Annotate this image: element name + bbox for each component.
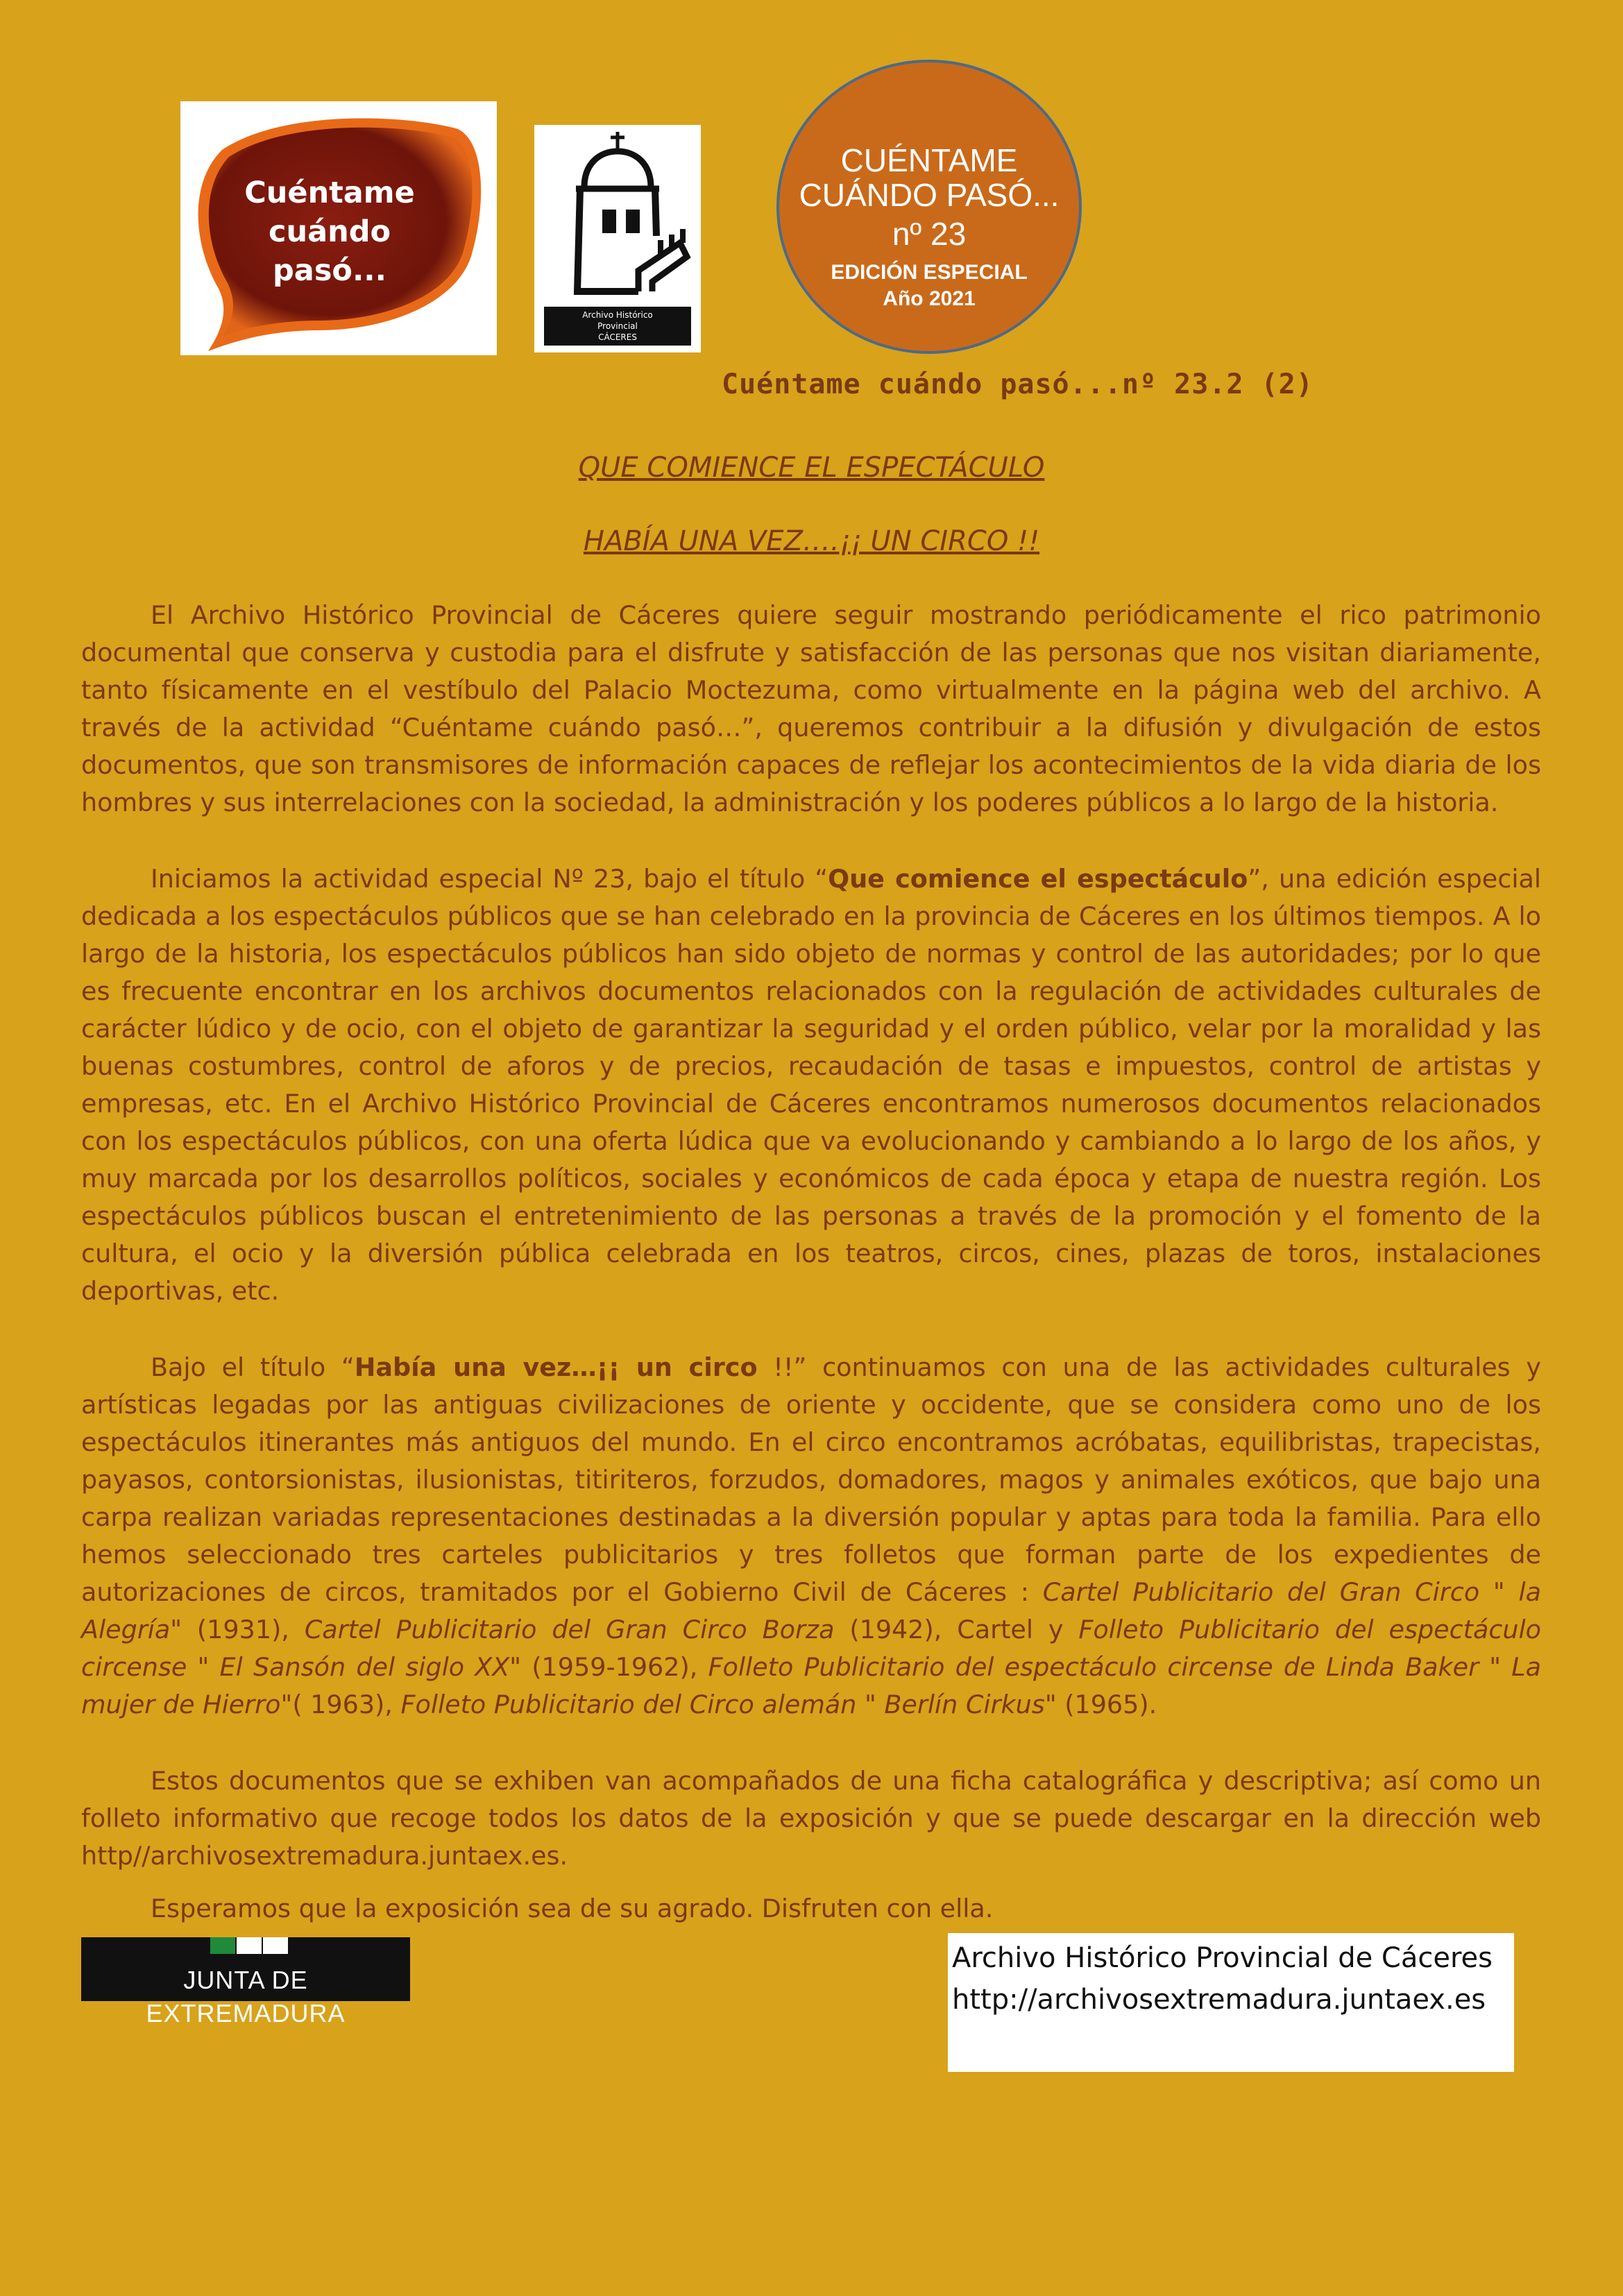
- badge-special-edition: EDICIÓN ESPECIAL: [831, 261, 1028, 284]
- paragraph-activity: [81, 860, 1541, 1310]
- p2-title: Que comience el espectáculo: [828, 864, 1248, 894]
- archive-caption-line1: Archivo Histórico: [582, 310, 653, 320]
- junta-extremadura-logo: [81, 1937, 410, 2027]
- archive-caption: [544, 307, 691, 346]
- archive-logo: [534, 125, 701, 352]
- bubble-text-line2: cuándo pasó...: [268, 214, 391, 288]
- p3-item-5: Folleto Publicitario del Circo alemán " Berlín Cirkus": [400, 1690, 1057, 1719]
- p3-text-c: !!” continuamos con una de las actividades culturales y artísticas legadas por las antiguas civilizaciones de oriente y occidente, que se considera como uno de los espectáculos itinerantes más antiguos del mundo. En el circo encontramos acróbatas, equilibristas, trapecistas, payasos, contorsionistas, ilusionistas, titiriteros, forzudos, domadores, magos y animales exóticos, que bajo una carpa realizan variadas representaciones destinadas a la diversión popular y aptas para toda la familia. Para ello hemos seleccionado tres carteles publicitarios y tres folletos que forman parte de los expedientes de autorizaciones de circos, tramitados por el Gobierno Civil de Cáceres :: [81, 1352, 1541, 1607]
- p3-text-t3: (1959-1962),: [521, 1652, 708, 1682]
- paragraph-documents: Estos documentos que se exhiben van acompañados de una ficha catalográfica y descriptiva; así como un folleto informativo que recoge todos los datos de la exposición y que se puede descargar en la dirección web http//archivosextremadura.juntaex.es.: [81, 1766, 1541, 1871]
- p3-text-a: Bajo el título “: [151, 1352, 355, 1382]
- badge-year: Año 2021: [883, 287, 976, 310]
- issue-subtitle: Cuéntame cuándo pasó...nº 23.2 (2): [722, 368, 1314, 400]
- cuentame-bubble-logo: [180, 101, 497, 355]
- edition-badge: [776, 60, 1082, 354]
- main-heading: QUE COMIENCE EL ESPECTÁCULO: [578, 452, 1045, 484]
- p2-text-c: ”, una edición especial dedicada a los espectáculos públicos que se han celebrado en la provincia de Cáceres en los últimos tiempos. A lo largo de la historia, los espectáculos públicos han sido objeto de normas y control de las autoridades; por lo que es frecuente encontrar en los archivos documentos relacionados con la regulación de actividades culturales de carácter lúdico y de ocio, con el objeto de garantizar la seguridad y el orden público, velar por la moralidad y las buenas costumbres, control de aforos y de precios, recaudación de tasas e impuestos, control de artistas y empresas, etc. En el Archivo Histórico Provincial de Cáceres encontramos numerosos documentos relacionados con los espectáculos públicos, con una oferta lúdica que va evolucionando y cambiando a lo largo de los años, y muy marcada por los desarrollos políticos, sociales y económicos de cada época y etapa de nuestra región. Los espectáculos públicos buscan el entretenimiento de las personas a través de la promoción y el fomento de la cultura, el ocio y la diversión pública celebrada en los teatros, circos, cines, plazas de toros, instalaciones deportivas, etc.: [81, 864, 1541, 1306]
- badge-issue-number: nº 23: [892, 216, 967, 252]
- badge-line1: CUÉNTAME: [840, 142, 1018, 178]
- badge-line2: CUÁNDO PASÓ...: [799, 177, 1060, 213]
- footer-archive-name: Archivo Histórico Provincial de Cáceres: [952, 1942, 1493, 1974]
- footer-info-box: [948, 1933, 1514, 2072]
- footer-url[interactable]: http://archivosextremadura.juntaex.es: [952, 1984, 1486, 2016]
- article-body: [81, 597, 1541, 1928]
- paragraph-circus: [81, 1349, 1541, 1724]
- p3-item-3: Folleto Publicitario del espectáculo circense " El Sansón del siglo XX": [81, 1615, 1542, 1682]
- flag-white-stripe-2: [263, 1937, 288, 1954]
- p3-item-2: Cartel Publicitario del Gran Circo Borza: [304, 1615, 835, 1644]
- p3-item-4: Folleto Publicitario del espectáculo circense de Linda Baker " La mujer de Hierro": [81, 1652, 1541, 1719]
- junta-text: JUNTA DE EXTREMADURA: [146, 1966, 346, 2027]
- flag-white-stripe: [237, 1937, 262, 1954]
- flag-green-stripe: [210, 1937, 235, 1954]
- archive-caption-line2: Provincial: [597, 321, 638, 331]
- p3-text-t2: (1942), Cartel y: [834, 1615, 1079, 1644]
- p3-text-t5: (1965).: [1056, 1690, 1157, 1719]
- p2-text-a: Iniciamos la actividad especial Nº 23, bajo el título “: [151, 864, 829, 894]
- p3-item-1: Cartel Publicitario del Gran Circo " la Alegría": [81, 1577, 1541, 1644]
- archive-caption-line3: CÁCERES: [598, 332, 637, 342]
- paragraph-closing: Esperamos que la exposición sea de su agrado. Disfruten con ella.: [151, 1894, 994, 1923]
- bubble-text-line1: Cuéntame: [244, 176, 415, 210]
- paragraph-intro: El Archivo Histórico Provincial de Cáceres quiere seguir mostrando periódicamente el rico patrimonio documental que conserva y custodia para el disfrute y satisfacción de las personas que nos visitan diariamente, tanto físicamente en el vestíbulo del Palacio Moctezuma, como virtualmente en la página web del archivo. A través de la actividad “Cuéntame cuándo pasó…”, queremos contribuir a la difusión y divulgación de estos documentos, que son transmisores de información capaces de reflejar los acontecimientos de la vida diaria de los hombres y sus interrelaciones con la sociedad, la administración y los poderes públicos a lo largo de la historia.: [81, 600, 1541, 817]
- sub-heading: HABÍA UNA VEZ….¡¡ UN CIRCO !!: [583, 525, 1040, 557]
- p3-text-t4: ( 1963),: [292, 1690, 401, 1719]
- p3-text-t1: (1931),: [182, 1615, 305, 1644]
- tower-icon: [534, 125, 701, 307]
- p3-title: Había una vez…¡¡ un circo: [354, 1352, 758, 1382]
